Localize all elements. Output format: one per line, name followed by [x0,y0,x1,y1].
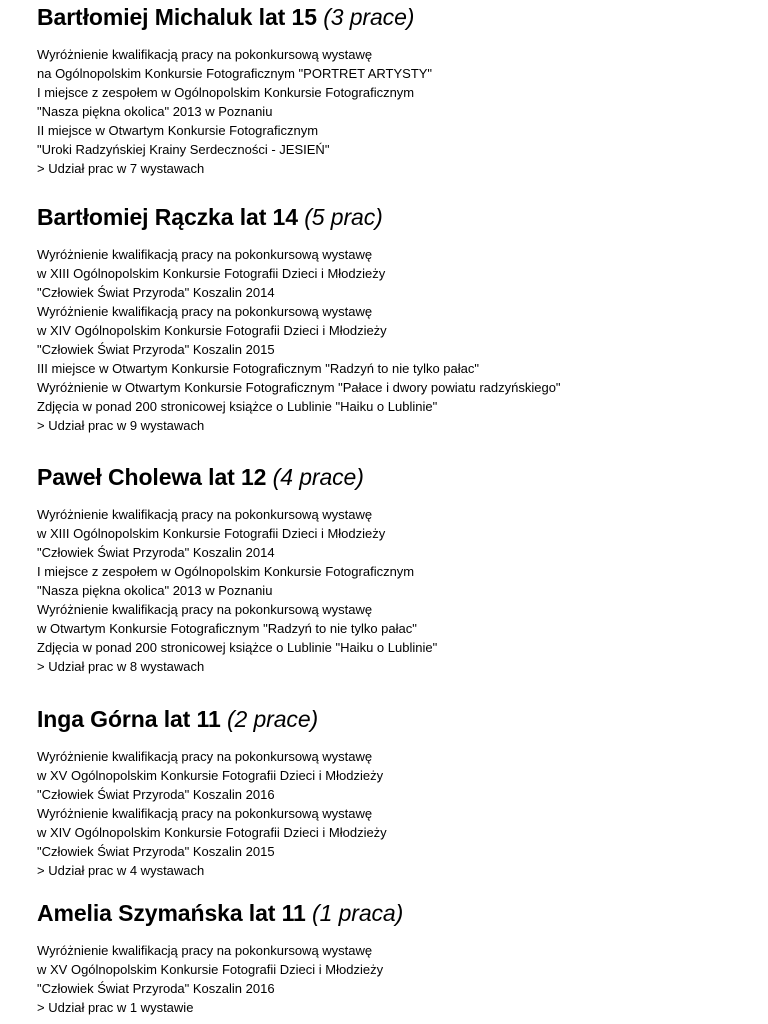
exhibitions-summary: > Udział prac w 9 wystawach [37,418,205,433]
achievement-line: "Nasza piękna okolica" 2013 w Poznaniu [37,583,273,598]
achievement-line: na Ogólnopolskim Konkursie Fotograficznym "PORTRET ARTYSTY" [37,66,433,81]
achievement-line: "Człowiek Świat Przyroda" Koszalin 2016 [37,787,275,802]
achievement-line: "Człowiek Świat Przyroda" Koszalin 2015 [37,342,275,357]
achievement-line: Zdjęcia w ponad 200 stronicowej książce o Lublinie "Haiku o Lublinie" [37,399,438,414]
student-entry [37,3,757,178]
achievement-list [37,505,757,676]
achievement-line: "Uroki Radzyńskiej Krainy Serdeczności - JESIEŃ" [37,142,330,157]
achievement-line: w XIV Ogólnopolskim Konkursie Fotografii Dzieci i Młodzieży [37,825,387,840]
achievement-line: Wyróżnienie kwalifikacją pracy na pokonkursową wystawę [37,602,373,617]
achievement-line: w XV Ogólnopolskim Konkursie Fotografii Dzieci i Młodzieży [37,962,384,977]
achievement-line: "Nasza piękna okolica" 2013 w Poznaniu [37,104,273,119]
achievement-line: w XIII Ogólnopolskim Konkursie Fotografii Dzieci i Młodzieży [37,266,386,281]
achievement-list [37,747,757,880]
student-heading [37,463,757,491]
achievement-line: w XIII Ogólnopolskim Konkursie Fotografii Dzieci i Młodzieży [37,526,386,541]
achievement-line: Wyróżnienie kwalifikacją pracy na pokonkursową wystawę [37,47,373,62]
student-name: Inga Górna lat 11 [37,706,221,732]
achievement-line: Wyróżnienie kwalifikacją pracy na pokonkursową wystawę [37,806,373,821]
student-entry [37,203,757,435]
student-entry [37,705,757,880]
student-heading [37,899,757,927]
achievement-line: Wyróżnienie kwalifikacją pracy na pokonkursową wystawę [37,943,373,958]
student-name: Bartłomiej Rączka lat 14 [37,204,298,230]
achievement-list [37,45,757,178]
student-entry [37,899,757,1017]
achievement-line: III miejsce w Otwartym Konkursie Fotograficznym "Radzyń to nie tylko pałac" [37,361,479,376]
achievement-line: Wyróżnienie kwalifikacją pracy na pokonkursową wystawę [37,247,373,262]
student-heading [37,203,757,231]
achievement-list [37,941,757,1017]
achievement-list [37,245,757,435]
achievement-line: I miejsce z zespołem w Ogólnopolskim Konkursie Fotograficznym [37,85,415,100]
work-count: (4 prace) [272,464,364,490]
achievement-line: "Człowiek Świat Przyroda" Koszalin 2015 [37,844,275,859]
achievement-line: w XIV Ogólnopolskim Konkursie Fotografii Dzieci i Młodzieży [37,323,387,338]
student-name: Amelia Szymańska lat 11 [37,900,306,926]
student-heading [37,3,757,31]
achievement-line: Wyróżnienie kwalifikacją pracy na pokonkursową wystawę [37,749,373,764]
work-count: (5 prac) [304,204,383,230]
exhibitions-summary: > Udział prac w 8 wystawach [37,659,205,674]
student-name: Paweł Cholewa lat 12 [37,464,267,490]
work-count: (2 prace) [226,706,319,732]
achievement-line: II miejsce w Otwartym Konkursie Fotograficznym [37,123,319,138]
achievement-line: Wyróżnienie kwalifikacją pracy na pokonkursową wystawę [37,507,373,522]
student-heading [37,705,757,733]
work-count: (1 praca) [312,900,404,926]
achievement-line: Zdjęcia w ponad 200 stronicowej książce o Lublinie "Haiku o Lublinie" [37,640,438,655]
exhibitions-summary: > Udział prac w 1 wystawie [37,1000,194,1015]
achievement-line: I miejsce z zespołem w Ogólnopolskim Konkursie Fotograficznym [37,564,415,579]
achievement-line: "Człowiek Świat Przyroda" Koszalin 2014 [37,545,275,560]
student-entry [37,463,757,676]
work-count: (3 prace) [323,4,415,30]
exhibitions-summary: > Udział prac w 4 wystawach [37,863,205,878]
achievement-line: w XV Ogólnopolskim Konkursie Fotografii Dzieci i Młodzieży [37,768,384,783]
student-name: Bartłomiej Michaluk lat 15 [37,4,317,30]
achievement-line: Wyróżnienie kwalifikacją pracy na pokonkursową wystawę [37,304,373,319]
achievement-line: w Otwartym Konkursie Fotograficznym "Radzyń to nie tylko pałac" [37,621,417,636]
achievement-line: Wyróżnienie w Otwartym Konkursie Fotograficznym "Pałace i dwory powiatu radzyńskiego" [37,380,561,395]
exhibitions-summary: > Udział prac w 7 wystawach [37,161,205,176]
achievement-line: "Człowiek Świat Przyroda" Koszalin 2016 [37,981,275,996]
achievement-line: "Człowiek Świat Przyroda" Koszalin 2014 [37,285,275,300]
